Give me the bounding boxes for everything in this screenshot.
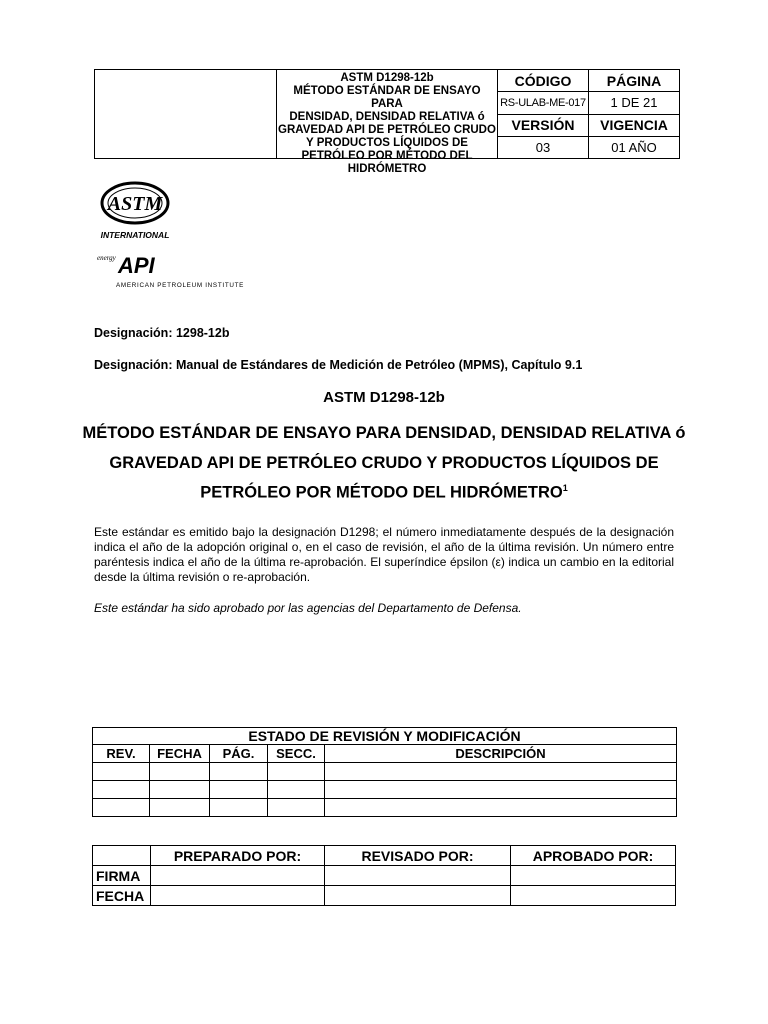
- firma-row-label: FIRMA: [93, 866, 151, 886]
- firma-prepared-cell: [151, 866, 325, 886]
- header-title-line: PETRÓLEO POR MÉTODO DEL: [301, 150, 473, 162]
- header-title-line: DENSIDAD, DENSIDAD RELATIVA ó: [289, 111, 485, 123]
- footnote-mark: 1: [562, 483, 568, 493]
- astm-logo: [98, 180, 173, 242]
- revision-status-table: [92, 727, 677, 817]
- document-title-text: PETRÓLEO POR MÉTODO DEL HIDRÓMETRO: [200, 483, 563, 502]
- header-title-cell: [277, 70, 498, 175]
- header-title-line: MÉTODO ESTÁNDAR DE ENSAYO PARA: [293, 85, 481, 110]
- table-row: [93, 763, 677, 781]
- header-title-line: Y PRODUCTOS LÍQUIDOS DE: [306, 137, 468, 149]
- approval-note: Este estándar ha sido aprobado por las agencias del Departamento de Defensa.: [94, 601, 522, 615]
- codigo-label: CÓDIGO: [498, 70, 589, 92]
- standard-description-paragraph: Este estándar es emitido bajo la designación D1298; el número inmediatamente después de la designación indica el año de la adopción original o, en el caso de revisión, el año de la última revisión. Un número entre paréntesis indica el año de la última re-aprobación. El superíndice épsilon (ε) indica un cambio en la editorial desde la última revisión o re-aprobación.: [94, 525, 674, 584]
- api-logo-letters: API: [118, 253, 155, 278]
- firma-approved-cell: [511, 866, 676, 886]
- signatures-corner-cell: [93, 846, 151, 866]
- standard-code: ASTM D1298-12b: [323, 389, 445, 406]
- version-value: 03: [498, 136, 589, 158]
- vigencia-label: VIGENCIA: [589, 114, 680, 136]
- api-logo-energy: energy: [97, 254, 116, 262]
- vigencia-value: 01 AÑO: [589, 136, 680, 158]
- fecha-approved-cell: [511, 886, 676, 906]
- api-logo: [96, 248, 246, 290]
- document-header-table: [94, 69, 680, 175]
- document-title-line1: MÉTODO ESTÁNDAR DE ENSAYO PARA DENSIDAD, DENSIDAD RELATIVA ó: [82, 424, 686, 442]
- signatures-table: [92, 845, 676, 906]
- header-title-line: GRAVEDAD API DE PETRÓLEO CRUDO: [278, 124, 496, 136]
- revision-header-pag: PÁG.: [210, 745, 268, 763]
- approved-by-header: APROBADO POR:: [511, 846, 676, 866]
- designation-mpms: Designación: Manual de Estándares de Medición de Petróleo (MPMS), Capítulo 9.1: [94, 358, 583, 372]
- table-row: [93, 799, 677, 817]
- revision-header-rev: REV.: [93, 745, 150, 763]
- header-title-line: HIDRÓMETRO: [347, 163, 427, 175]
- revision-header-descripcion: DESCRIPCIÓN: [325, 745, 677, 763]
- api-logo-institute: AMERICAN PETROLEUM INSTITUTE: [116, 282, 245, 289]
- pagina-value: 1 DE 21: [589, 92, 680, 114]
- revision-header-fecha: FECHA: [150, 745, 210, 763]
- pagina-label: PÁGINA: [589, 70, 680, 92]
- firma-reviewed-cell: [325, 866, 511, 886]
- revision-header-secc: SECC.: [268, 745, 325, 763]
- header-title-line: ASTM D1298-12b: [340, 72, 434, 84]
- revision-table-title: ESTADO DE REVISIÓN Y MODIFICACIÓN: [93, 728, 677, 745]
- table-row: [93, 781, 677, 799]
- designation-number: Designación: 1298-12b: [94, 326, 230, 340]
- document-title-line3: [0, 483, 768, 503]
- astm-logo-letters: ASTM: [107, 193, 163, 215]
- document-title-line2: GRAVEDAD API DE PETRÓLEO CRUDO Y PRODUCTOS LÍQUIDOS DE: [109, 454, 659, 472]
- reviewed-by-header: REVISADO POR:: [325, 846, 511, 866]
- fecha-row-label: FECHA: [93, 886, 151, 906]
- fecha-reviewed-cell: [325, 886, 511, 906]
- fecha-prepared-cell: [151, 886, 325, 906]
- codigo-value: RS-ULAB-ME-017: [498, 92, 589, 114]
- header-logo-cell: [95, 70, 277, 159]
- astm-logo-international: INTERNATIONAL: [100, 230, 170, 240]
- prepared-by-header: PREPARADO POR:: [151, 846, 325, 866]
- version-label: VERSIÓN: [498, 114, 589, 136]
